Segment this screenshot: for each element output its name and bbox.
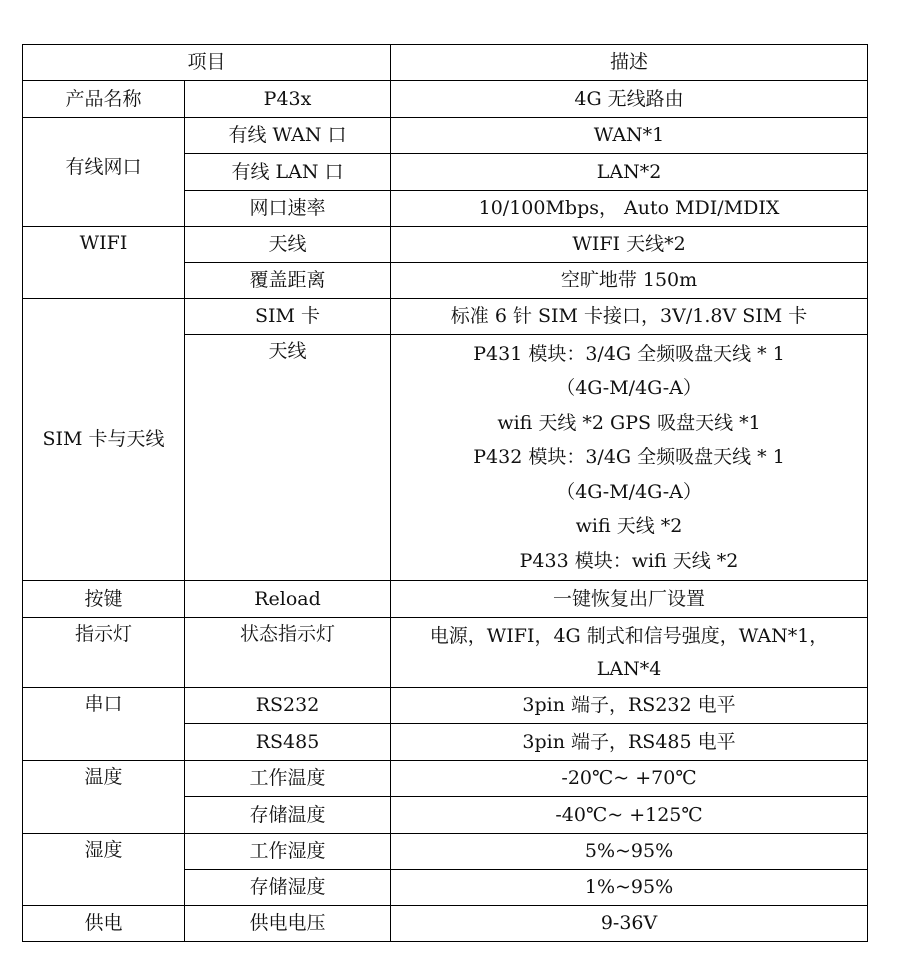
desc-line: P432 模块：3/4G 全频吸盘天线 * 1 (473, 446, 785, 469)
item-desc: WAN*1 (391, 118, 868, 154)
table-row (23, 118, 868, 154)
table-row (23, 81, 868, 118)
item-name: Reload (185, 581, 391, 618)
item-desc: 1%~95% (391, 870, 868, 906)
item-name: 有线 WAN 口 (185, 118, 391, 154)
group-wifi (23, 227, 185, 299)
desc-line: （4G-M/4G-A） (556, 480, 702, 503)
table-row (23, 227, 868, 263)
desc-line: wifi 天线 *2 (575, 515, 683, 538)
item-desc: 10/100Mbps， Auto MDI/MDIX (391, 191, 868, 227)
desc-line: P433 模块：wifi 天线 *2 (519, 549, 739, 572)
item-name: 天线 (185, 335, 391, 581)
item-name: P43x (185, 81, 391, 118)
item-name: 存储温度 (185, 797, 391, 834)
table-row (23, 761, 868, 797)
item-name: 供电电压 (185, 906, 391, 942)
group-label: 温度 (84, 766, 123, 788)
desc-line: （4G-M/4G-A） (556, 377, 702, 400)
group-label: WIFI (79, 232, 128, 254)
item-name: 有线 LAN 口 (185, 154, 391, 191)
item-name: 覆盖距离 (185, 263, 391, 299)
indicator-desc (391, 618, 868, 688)
item-desc: 3pin 端子，RS232 电平 (391, 688, 868, 724)
item-desc: 标准 6 针 SIM 卡接口，3V/1.8V SIM 卡 (391, 299, 868, 335)
item-desc: 5%~95% (391, 834, 868, 870)
item-name: RS485 (185, 724, 391, 761)
item-name: 天线 (185, 227, 391, 263)
group-wired (23, 118, 185, 227)
item-name: 工作温度 (185, 761, 391, 797)
item-name: RS232 (185, 688, 391, 724)
group-label: 有线网口 (65, 156, 142, 178)
table-row (23, 581, 868, 618)
desc-line: P431 模块：3/4G 全频吸盘天线 * 1 (473, 342, 785, 365)
table-row (23, 906, 868, 942)
spec-table (22, 44, 868, 942)
group-label: SIM 卡与天线 (42, 428, 165, 450)
item-desc: LAN*2 (391, 154, 868, 191)
group-power: 供电 (23, 906, 185, 942)
group-temperature (23, 761, 185, 834)
table-header-row (23, 45, 868, 81)
group-button: 按键 (23, 581, 185, 618)
item-desc: -40℃~ +125℃ (391, 797, 868, 834)
desc-line: LAN*4 (596, 657, 662, 680)
table-row (23, 688, 868, 724)
item-desc: 4G 无线路由 (391, 81, 868, 118)
table-row (23, 834, 868, 870)
item-desc: WIFI 天线*2 (391, 227, 868, 263)
group-humidity (23, 834, 185, 906)
table-row (23, 618, 868, 688)
group-serial (23, 688, 185, 761)
item-name: 状态指示灯 (185, 618, 391, 688)
item-name: 网口速率 (185, 191, 391, 227)
group-indicator: 指示灯 (23, 618, 185, 688)
desc-line: 电源，WIFI，4G 制式和信号强度，WAN*1， (429, 624, 829, 647)
item-name: 存储湿度 (185, 870, 391, 906)
group-label: 串口 (84, 693, 123, 715)
item-desc: 9-36V (391, 906, 868, 942)
antenna-desc (391, 335, 868, 581)
item-desc: 一键恢复出厂设置 (391, 581, 868, 618)
item-desc: 空旷地带 150m (391, 263, 868, 299)
item-name: SIM 卡 (185, 299, 391, 335)
item-name: 工作湿度 (185, 834, 391, 870)
table-row (23, 299, 868, 335)
item-desc: 3pin 端子，RS485 电平 (391, 724, 868, 761)
header-item: 项目 (23, 45, 391, 81)
item-desc: -20℃~ +70℃ (391, 761, 868, 797)
desc-line: wifi 天线 *2 GPS 吸盘天线 *1 (497, 411, 761, 434)
group-product: 产品名称 (23, 81, 185, 118)
group-label: 湿度 (84, 839, 123, 861)
header-desc: 描述 (391, 45, 868, 81)
group-sim (23, 299, 185, 581)
